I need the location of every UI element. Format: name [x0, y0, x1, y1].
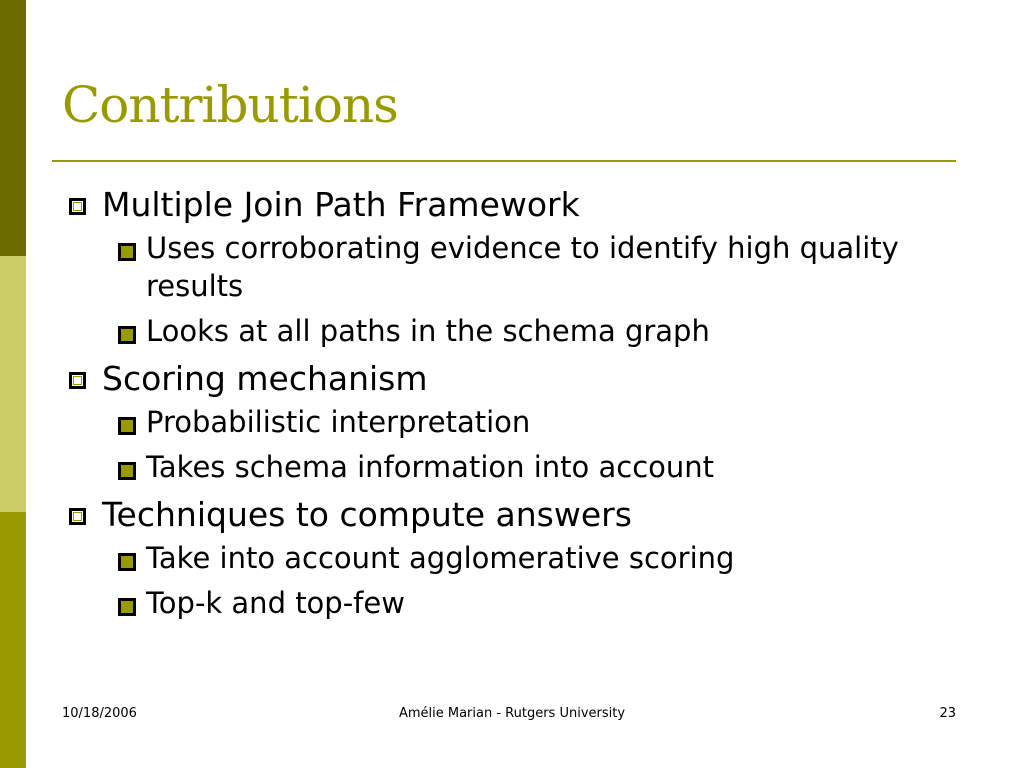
sub-bullet-item	[102, 403, 962, 441]
sub-bullet-item	[102, 539, 962, 577]
bullet-text: Scoring mechanism	[102, 359, 428, 398]
hollow-square-icon	[69, 508, 86, 525]
footer-author: Amélie Marian - Rutgers University	[398, 706, 626, 721]
sub-bullet-item	[102, 229, 962, 305]
sub-bullet-text: Uses corroborating evidence to identify high quality results	[146, 231, 899, 303]
bullet-item	[62, 183, 962, 350]
hollow-square-icon	[69, 198, 86, 215]
footer-page-number: 23	[939, 706, 956, 721]
side-bar-middle	[0, 256, 26, 512]
filled-square-icon	[118, 598, 136, 616]
sub-bullet-item	[102, 312, 962, 350]
side-bar-bottom	[0, 512, 26, 768]
bullet-text: Techniques to compute answers	[102, 495, 632, 534]
bullet-item	[62, 493, 962, 622]
sub-bullet-text: Top-k and top-few	[146, 586, 405, 620]
title-divider	[52, 160, 956, 162]
filled-square-icon	[118, 417, 136, 435]
sub-bullet-list	[102, 403, 962, 486]
sub-bullet-list	[102, 229, 962, 350]
filled-square-icon	[118, 243, 136, 261]
sub-bullet-item	[102, 584, 962, 622]
sub-bullet-text: Looks at all paths in the schema graph	[146, 314, 710, 348]
sub-bullet-text: Take into account agglomerative scoring	[146, 541, 735, 575]
hollow-square-icon	[69, 372, 86, 389]
sub-bullet-text: Probabilistic interpretation	[146, 405, 531, 439]
filled-square-icon	[118, 462, 136, 480]
footer-date: 10/18/2006	[62, 706, 137, 721]
sub-bullet-item	[102, 448, 962, 486]
filled-square-icon	[118, 326, 136, 344]
bullet-item	[62, 357, 962, 486]
bullet-list	[62, 183, 962, 629]
slide-title: Contributions	[62, 76, 398, 134]
sub-bullet-list	[102, 539, 962, 622]
bullet-text: Multiple Join Path Framework	[102, 185, 580, 224]
filled-square-icon	[118, 553, 136, 571]
side-bar-top	[0, 0, 26, 256]
sub-bullet-text: Takes schema information into account	[146, 450, 715, 484]
